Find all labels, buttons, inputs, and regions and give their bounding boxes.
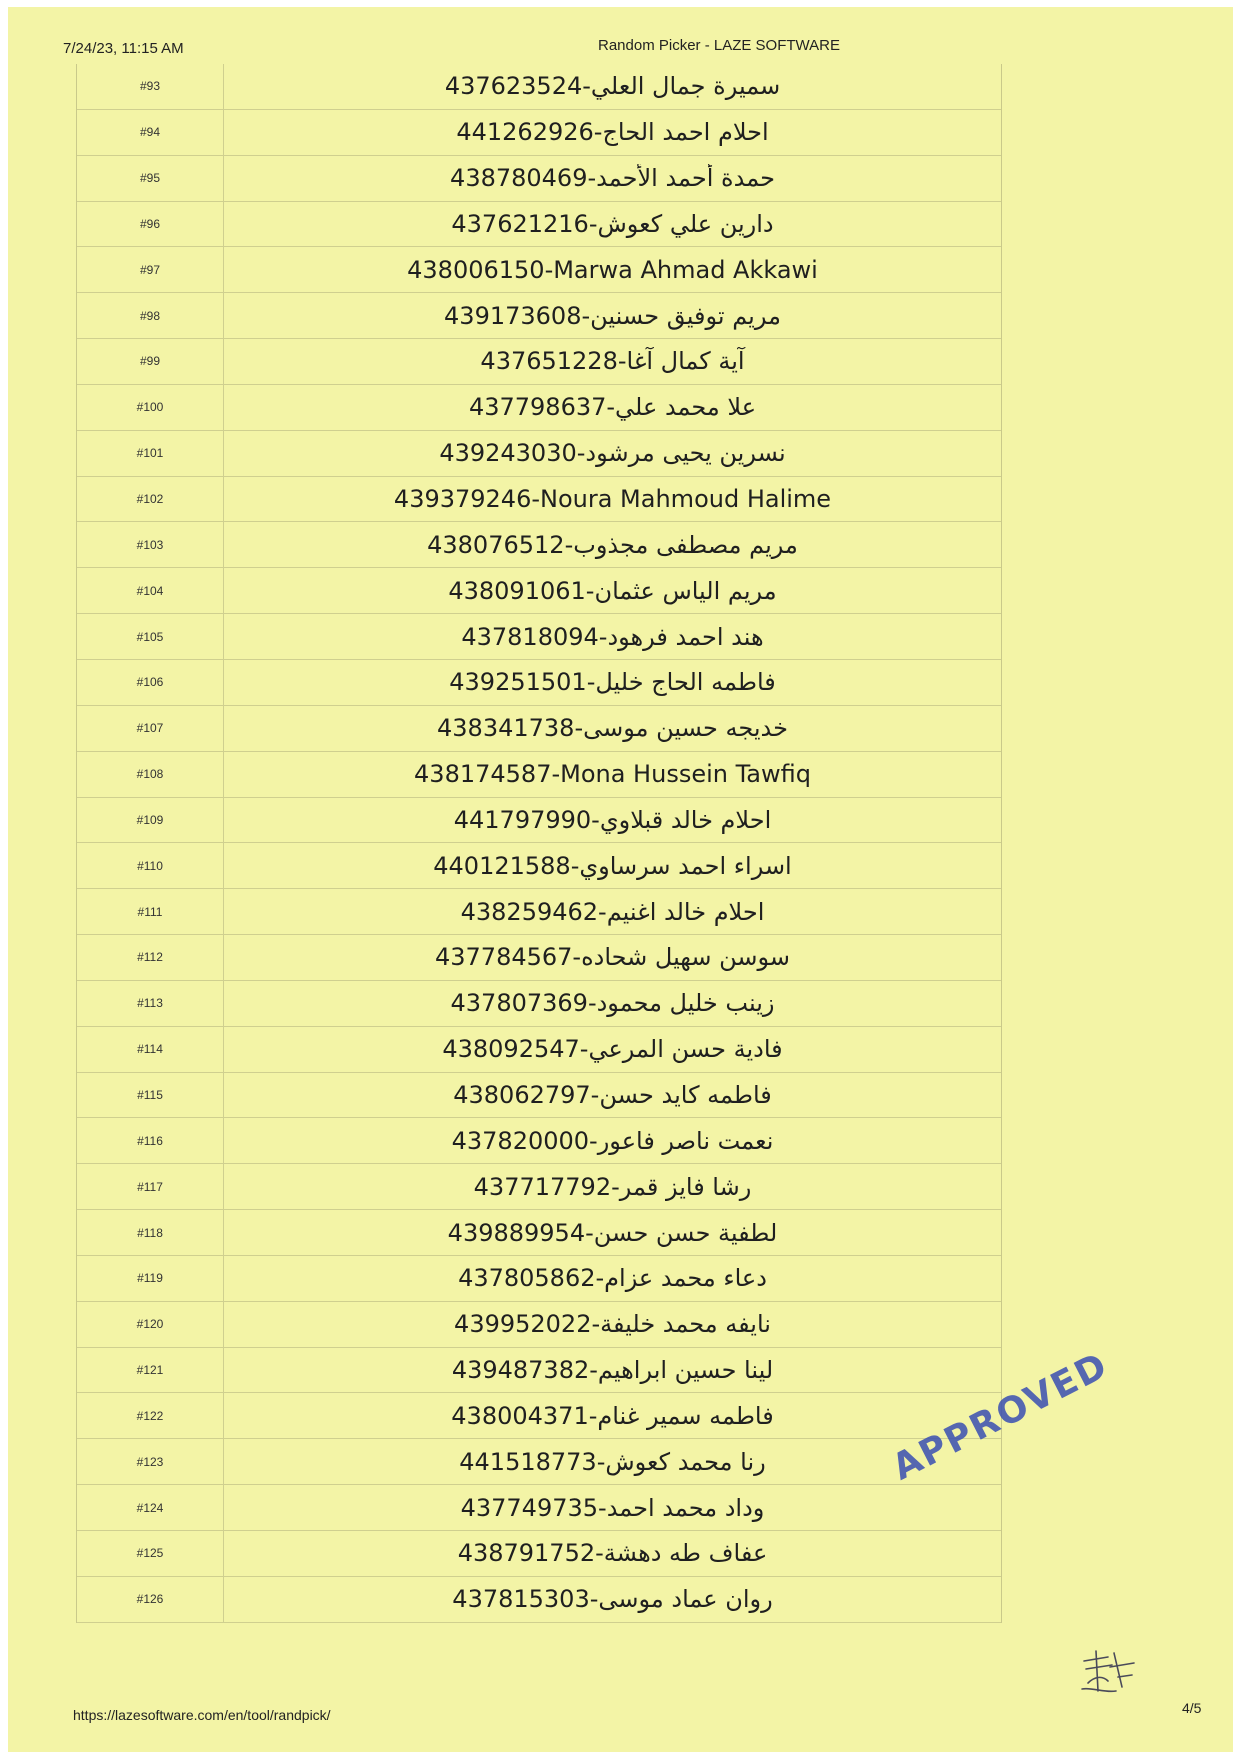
source-url: https://lazesoftware.com/en/tool/randpick/	[73, 1707, 331, 1723]
table-row	[77, 1302, 1001, 1348]
table-row	[77, 1256, 1001, 1302]
table-row	[77, 706, 1001, 752]
row-number: #97	[77, 247, 224, 292]
row-number: #119	[77, 1256, 224, 1301]
page-title: Random Picker - LAZE SOFTWARE	[598, 37, 840, 54]
row-number: #113	[77, 981, 224, 1026]
row-number: #107	[77, 706, 224, 751]
row-value: نسرين يحيى مرشود-439243030	[439, 439, 786, 468]
row-number: #111	[77, 889, 224, 934]
row-value: زينب خليل محمود-437807369	[450, 989, 775, 1018]
row-number: #106	[77, 660, 224, 705]
row-number: #125	[77, 1531, 224, 1576]
row-value: فاطمه سمير غنام-438004371	[451, 1401, 774, 1430]
row-number: #126	[77, 1577, 224, 1622]
table-row	[77, 156, 1001, 202]
row-value: اسراء احمد سرساوي-440121588	[433, 851, 792, 880]
row-number: #103	[77, 522, 224, 567]
row-number: #108	[77, 752, 224, 797]
row-value: مريم مصطفى مجذوب-438076512	[427, 530, 798, 559]
table-row	[77, 1439, 1001, 1485]
row-value: مريم الياس عثمان-438091061	[448, 576, 777, 605]
table-row	[77, 1073, 1001, 1119]
table-row	[77, 981, 1001, 1027]
row-number: #121	[77, 1348, 224, 1393]
row-value: دارين علي كعوش-437621216	[451, 209, 774, 238]
row-value: آية كمال آغا-437651228	[480, 347, 745, 376]
table-row	[77, 431, 1001, 477]
row-value: علا محمد علي-437798637	[468, 393, 757, 422]
table-row	[77, 385, 1001, 431]
table-row	[77, 1485, 1001, 1531]
signature-mark	[1078, 1647, 1138, 1697]
row-number: #102	[77, 477, 224, 522]
row-number: #115	[77, 1073, 224, 1118]
print-datetime: 7/24/23, 11:15 AM	[63, 40, 184, 57]
row-number: #98	[77, 293, 224, 338]
row-value: فاطمه كايد حسن-438062797	[453, 1080, 772, 1109]
table-row	[77, 660, 1001, 706]
row-number: #118	[77, 1210, 224, 1255]
table-row	[77, 1210, 1001, 1256]
approved-stamp: APPROVED	[886, 1344, 1116, 1489]
table-row	[77, 935, 1001, 981]
table-row	[77, 339, 1001, 385]
row-number: #123	[77, 1439, 224, 1484]
table-row	[77, 1393, 1001, 1439]
row-value: وداد محمد احمد-437749735	[460, 1493, 765, 1522]
row-number: #99	[77, 339, 224, 384]
table-row	[77, 752, 1001, 798]
table-row	[77, 1348, 1001, 1394]
row-number: #110	[77, 843, 224, 888]
row-value: هند احمد فرهود-437818094	[461, 622, 764, 651]
row-value: روان عماد موسى-437815303	[452, 1585, 773, 1614]
row-value: عفاف طه دهشة-438791752	[457, 1539, 768, 1568]
row-number: #105	[77, 614, 224, 659]
table-row	[77, 64, 1001, 110]
table-row	[77, 889, 1001, 935]
row-value: سميرة جمال العلي-437623524	[444, 72, 781, 101]
row-number: #114	[77, 1027, 224, 1072]
row-number: #124	[77, 1485, 224, 1530]
row-value: 439379246-Noura Mahmoud Halime	[393, 485, 832, 514]
table-row	[77, 798, 1001, 844]
row-number: #95	[77, 156, 224, 201]
row-value: فادية حسن المرعي-438092547	[442, 1035, 783, 1064]
row-value: رنا محمد كعوش-441518773	[459, 1447, 766, 1476]
row-number: #116	[77, 1118, 224, 1163]
row-value: مريم توفيق حسنين-439173608	[444, 301, 781, 330]
row-number: #96	[77, 202, 224, 247]
table-row	[77, 477, 1001, 523]
row-value: خديجه حسين موسى-438341738	[437, 714, 788, 743]
row-number: #120	[77, 1302, 224, 1347]
row-number: #122	[77, 1393, 224, 1438]
scanned-page	[8, 7, 1233, 1752]
row-value: 438174587-Mona Hussein Tawfiq	[414, 760, 811, 789]
table-row	[77, 110, 1001, 156]
row-value: نعمت ناصر فاعور-437820000	[451, 1126, 774, 1155]
row-value: سوسن سهيل شحاده-437784567	[434, 943, 790, 972]
table-row	[77, 522, 1001, 568]
row-number: #117	[77, 1164, 224, 1209]
row-value: دعاء محمد عزام-437805862	[458, 1264, 767, 1293]
table-row	[77, 1118, 1001, 1164]
page-number: 4/5	[1182, 1700, 1202, 1716]
row-value: احلام احمد الحاج-441262926	[456, 118, 769, 147]
table-row	[77, 247, 1001, 293]
table-row	[77, 568, 1001, 614]
table-row	[77, 1577, 1001, 1623]
row-number: #101	[77, 431, 224, 476]
table-row	[77, 1164, 1001, 1210]
row-number: #94	[77, 110, 224, 155]
row-value: 438006150-Marwa Ahmad Akkawi	[407, 255, 818, 284]
table-row	[77, 1531, 1001, 1577]
table-row	[77, 1027, 1001, 1073]
row-value: حمدة أحمد الأحمد-438780469	[450, 164, 775, 193]
table-row	[77, 202, 1001, 248]
row-value: فاطمه الحاج خليل-439251501	[449, 668, 776, 697]
table-row	[77, 293, 1001, 339]
table-row	[77, 843, 1001, 889]
row-number: #93	[77, 64, 224, 109]
row-value: رشا فايز قمر-437717792	[473, 1172, 752, 1201]
row-number: #104	[77, 568, 224, 613]
row-value: لطفية حسن حسن-439889954	[447, 1218, 778, 1247]
results-table	[76, 64, 1002, 1623]
row-value: لينا حسين ابراهيم-439487382	[451, 1356, 774, 1385]
row-number: #112	[77, 935, 224, 980]
row-value: نايفه محمد خليفة-439952022	[454, 1310, 771, 1339]
table-row	[77, 614, 1001, 660]
row-number: #109	[77, 798, 224, 843]
row-value: احلام خالد قبلاوي-441797990	[453, 805, 772, 834]
row-value: احلام خالد اغنيم-438259462	[460, 897, 765, 926]
row-number: #100	[77, 385, 224, 430]
